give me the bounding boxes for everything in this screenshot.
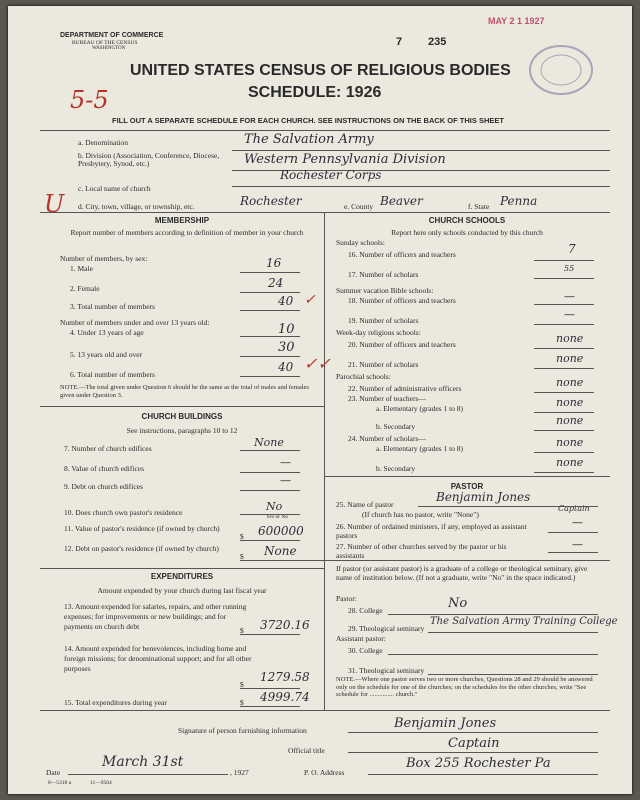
local-name-label: c. Local name of church	[78, 184, 151, 193]
parochial-head: Parochial schools:	[336, 372, 391, 381]
q17-value: 55	[564, 264, 575, 273]
q4-value: 10	[278, 322, 295, 337]
q8-label: 8. Value of church edifices	[64, 464, 145, 473]
q6-value: 40	[278, 360, 294, 374]
date-label: Date	[46, 768, 61, 777]
date-value: March 31st	[102, 754, 184, 770]
q9-label: 9. Debt on church edifices	[64, 482, 143, 491]
q23a-label: a. Elementary (grades 1 to 8)	[376, 404, 464, 413]
q11-label: 11. Value of pastor's residence (if owned by church)	[64, 524, 220, 533]
q16-value: 7	[568, 242, 576, 256]
q21-value: none	[556, 352, 584, 365]
vacation-head: Summer vacation Bible schools:	[336, 286, 434, 295]
q6-check-icon: ✓✓	[304, 354, 331, 373]
q24-label: 24. Number of scholars—	[348, 434, 426, 443]
schedule-title: SCHEDULE: 1926	[248, 84, 382, 101]
form-code-2: 11—9564	[90, 780, 112, 786]
q22-label: 22. Number of administrative officers	[348, 384, 462, 393]
denomination-value: The Salvation Army	[244, 132, 374, 147]
buildings-title: CHURCH BUILDINGS	[141, 412, 223, 421]
q1-label: 1. Male	[70, 264, 93, 273]
q26-label: 26. Number of ordained ministers, if any, employed as assistant pastors	[336, 522, 527, 540]
q17-label: 17. Number of scholars	[348, 270, 419, 279]
q23-label: 23. Number of teachers—	[348, 394, 426, 403]
signature-label: Signature of person furnishing information	[178, 726, 307, 735]
postmark-icon	[526, 42, 596, 98]
margin-u-mark: U	[44, 190, 65, 218]
q23b-value: none	[556, 414, 584, 427]
schools-intro: Report here only schools conducted by this church	[391, 228, 543, 237]
expenditures-title: EXPENDITURES	[150, 572, 214, 581]
pastor-head: Pastor:	[336, 594, 357, 603]
membership-title: MEMBERSHIP	[154, 216, 210, 225]
q27-label: 27. Number of other churches served by the pastor or his assistants	[336, 542, 507, 560]
q3-label: 3. Total number of members	[70, 302, 155, 311]
state-value: Penna	[500, 194, 538, 208]
q25-label: 25. Name of pastor	[336, 500, 394, 509]
q15-label: 15. Total expenditures during year	[64, 698, 167, 707]
q2-label: 2. Female	[70, 284, 100, 293]
q9-value: —	[280, 474, 291, 487]
state-label: f. State	[468, 202, 490, 211]
q28-label: 28. College	[348, 606, 383, 615]
q13-label: 13. Amount expended for salaries, repairs, and other running expenses; for improvements or new buildings; and for payments on church debt	[64, 602, 247, 631]
membership-note: NOTE.—The total given under Question 6 should be the same as the total of males and females given under Question 3.	[60, 384, 309, 399]
received-date-stamp: MAY 2 1 1927	[488, 16, 545, 26]
q31-label: 31. Theological seminary	[348, 666, 425, 675]
q12-value: None	[264, 544, 297, 558]
dept-name: DEPARTMENT OF COMMERCE	[60, 32, 164, 39]
q18-label: 18. Number of officers and teachers	[348, 296, 456, 305]
membership-intro: Report number of members according to definition of member in your church	[70, 228, 304, 237]
expenditures-sub: Amount expended by your church during last fiscal year	[97, 586, 267, 595]
q5-value: 30	[278, 340, 295, 355]
po-address-value: Box 255 Rochester Pa	[406, 756, 551, 771]
q24b-label: b. Secondary	[376, 464, 416, 473]
q25-title: Captain	[558, 504, 590, 513]
form-prefix: 7	[396, 36, 403, 48]
official-title-value: Captain	[448, 736, 500, 751]
assistant-head: Assistant pastor:	[336, 634, 386, 643]
q24b-value: none	[556, 456, 584, 469]
denomination-label: a. Denomination	[78, 138, 128, 147]
sunday-head: Sunday schools:	[336, 238, 385, 247]
q24a-label: a. Elementary (grades 1 to 8)	[376, 444, 464, 453]
form-title: UNITED STATES CENSUS OF RELIGIOUS BODIES	[130, 62, 511, 79]
form-code: 8—5318 a	[48, 780, 72, 786]
q10-value: No	[266, 500, 283, 513]
division-value: Western Pennsylvania Division	[244, 152, 446, 167]
q29-label: 29. Theological seminary	[348, 624, 425, 633]
q5-label: 5. 13 years old and over	[70, 350, 143, 359]
q27-value: —	[572, 538, 583, 551]
sex-head: Number of members, by sex:	[60, 254, 148, 263]
signature-value: Benjamin Jones	[394, 716, 497, 731]
county-label: e. County	[344, 202, 374, 211]
census-schedule-page: DEPARTMENT OF COMMERCE BUREAU OF THE CENSUS WASHINGTON 7 235 MAY 2 1 1927 UNITED STATES CENSUS OF RELIGIOUS BODIES SCHEDULE: 1926 5-5 FILL OUT A SEPARATE SCHEDULE FOR EACH CHURCH. SEE INSTRUCTIONS ON THE BACK OF THIS SHEET a. Denomination The Salvation Army b. Division (Association, Conference, Diocese, Presbytery, Synod, etc.) Western Pennsylvania Division Rochester Corps c. Local name of church U d. City, town, village, or township, etc. Rochester e. County Beaver f. State Penna MEMBERSHIP Report number of members according to definition of member in your church Number of members, by sex: 1. Male 16 2. Female 24 3. Total number of members 40 ✓ Number of members under and over 13 years old: 4. Under 13 years of age 10 5. 13 years old and over 30 6. Total number of members 40 ✓✓ NOTE.—The total given under Question 6 should be the same as the total of males and females given under Question 3. CHURCH BUILDINGS See instructions, paragraphs 10 to 12 7. Number of church edifices None 8. Value of church edifices — 9. Debt on church edifices — 10. Does church own pastor's residence No Yes or No 11. Value of pastor's residence (if owned by church) $ 600000 12. Debt on pastor's residence (if owned by church) $ None EXPENDITURES Amount expended by your church during last fiscal year 13. Amount expended for salaries, repairs, and other running expenses; for improvements or new buildings; and for payments on church debt $ 3720.16 14. Amount expended for benevolences, including home and foreign missions; for denominational support; and for all other purposes $ 1279.58 15. Total expenditures during year $ 4999.74 CHURCH SCHOOLS Report here only schools conducted by this church Sunday schools: 16. Number of officers and teachers 7 17. Number of scholars 55 Summer vacation Bible schools: 18. Number of officers and teachers — 19. Number of scholars — Week-day religious schools: 20. Number of officers and teachers none 21. Number of scholars none Parochial schools: 22. Number of administrative officers none 23. Number of teachers— a. Elementary (grades 1 to 8) none b. Secondary none 24. Number of scholars— a. Elementary (grades 1 to 8) none b. Secondary none PASTOR 25. Name of pastor Benjamin Jones Captain (If church has no pastor, write "None") 26. Number of ordained ministers, if any, employed as assistant pastors — 27. Number of other churches served by the pastor or his assistants — If pastor (or assistant pastor) is a graduate of a college or theological seminary, give name of institution below. (If not a graduate, write "No" in the space indicated.) Pastor: 28. College No 29. Theological seminary The Salvation Army Training College Assistant pastor: 30. College 31. Theological seminary NOTE.—Where one pastor serves two or more churches, Questions 28 and 29 should be answered only on the schedule for one of the churches; on the schedules for the other churches, write "See schedule for ............... church." Signature of person furnishing information Benjamin Jones Official title Captain Date March 31st , 1927 P. O. Address Box 255 Rochester Pa 8—5318 a 11—9564	[8, 6, 632, 794]
q20-value: none	[556, 332, 584, 345]
q8-value: —	[280, 456, 291, 469]
q20-label: 20. Number of officers and teachers	[348, 340, 456, 349]
bureau-name: BUREAU OF THE CENSUS	[72, 40, 138, 46]
q14-label: 14. Amount expended for benevolences, including home and foreign missions; for denominational support; and for all other purposes	[64, 644, 252, 673]
q4-label: 4. Under 13 years of age	[70, 328, 144, 337]
q19-value: —	[564, 308, 575, 321]
q18-value: —	[564, 290, 575, 303]
q7-label: 7. Number of church edifices	[64, 444, 152, 453]
q16-label: 16. Number of officers and teachers	[348, 250, 456, 259]
age-head: Number of members under and over 13 years old:	[60, 318, 210, 327]
date-year: , 1927	[230, 768, 249, 777]
weekday-head: Week-day religious schools:	[336, 328, 421, 337]
q12-label: 12. Debt on pastor's residence (if owned by church)	[64, 544, 219, 553]
instruction-line: FILL OUT A SEPARATE SCHEDULE FOR EACH CHURCH. SEE INSTRUCTIONS ON THE BACK OF THIS SHEET	[112, 116, 504, 125]
q25-hint: (If church has no pastor, write "None")	[362, 510, 479, 519]
q24a-value: none	[556, 436, 584, 449]
q10-hint: Yes or No	[266, 514, 289, 520]
q29-value: The Salvation Army Training College	[430, 616, 618, 627]
q3-value: 40	[278, 294, 294, 308]
pastor-title: PASTOR	[450, 482, 484, 491]
city-label: d. City, town, village, or township, etc.	[78, 202, 195, 211]
q6-label: 6. Total number of members	[70, 370, 155, 379]
q19-label: 19. Number of scholars	[348, 316, 419, 325]
official-title-label: Official title	[288, 746, 325, 755]
margin-mark: 5-5	[70, 86, 109, 114]
q7-value: None	[254, 436, 284, 449]
q14-value: 1279.58	[260, 670, 310, 684]
q2-value: 24	[268, 276, 284, 290]
q13-value: 3720.16	[260, 618, 310, 632]
q21-label: 21. Number of scholars	[348, 360, 419, 369]
local-name-value: Rochester Corps	[280, 168, 382, 182]
q15-value: 4999.74	[260, 690, 310, 704]
q30-label: 30. College	[348, 646, 383, 655]
q23a-value: none	[556, 396, 584, 409]
pastor-note: NOTE.—Where one pastor serves two or more churches, Questions 28 and 29 should be answered only on the schedule for one of the churches; on the schedules for the other churches, write "See schedule for ............... church."	[336, 676, 593, 698]
q10-label: 10. Does church own pastor's residence	[64, 508, 183, 517]
form-number: 235	[428, 36, 447, 48]
buildings-sub: See instructions, paragraphs 10 to 12	[126, 426, 238, 435]
division-label: b. Division (Association, Conference, Diocese, Presbytery, Synod, etc.)	[78, 151, 220, 168]
q11-value: 600000	[258, 524, 304, 538]
city-value: Rochester	[240, 194, 302, 208]
county-value: Beaver	[380, 194, 423, 208]
q1-value: 16	[266, 256, 282, 270]
q23b-label: b. Secondary	[376, 422, 416, 431]
q26-value: —	[572, 516, 583, 529]
po-address-label: P. O. Address	[304, 768, 345, 777]
city-name: WASHINGTON	[92, 46, 126, 51]
q3-check-icon: ✓	[304, 292, 316, 308]
q28-value: No	[448, 596, 468, 611]
schools-title: CHURCH SCHOOLS	[428, 216, 506, 225]
q25-value: Benjamin Jones	[436, 490, 531, 504]
pastor-instr: If pastor (or assistant pastor) is a graduate of a college or theological seminary, give name of institution below. (If not a graduate, write "No" in the space indicated.)	[336, 564, 588, 582]
q22-value: none	[556, 376, 584, 389]
